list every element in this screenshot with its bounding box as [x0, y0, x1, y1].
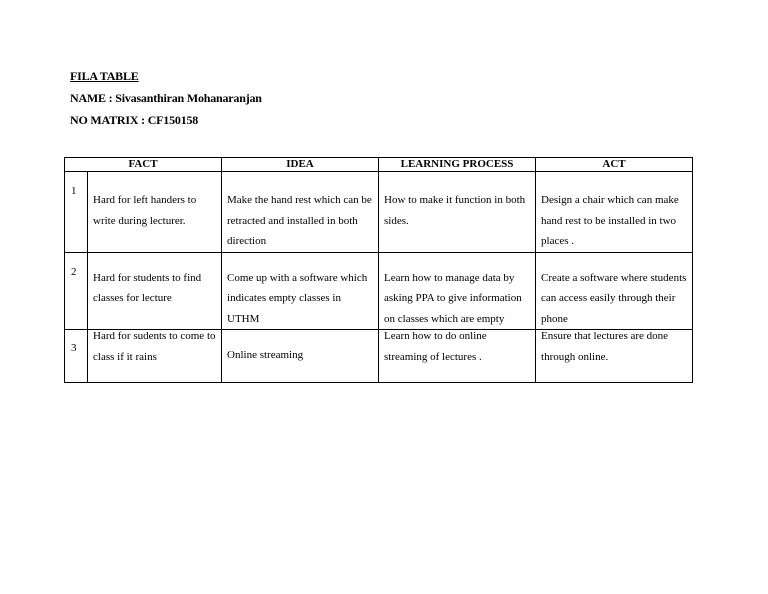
fact-cell — [88, 330, 222, 383]
idea-text: Come up with a software which indicates empty classes in UTHM — [227, 271, 368, 325]
row-number: 1 — [71, 185, 77, 197]
fila-table — [64, 157, 693, 383]
idea-cell — [222, 252, 379, 330]
act-cell — [536, 330, 693, 383]
learning-process-text: Learn how to do online streaming of lectures . — [384, 330, 487, 363]
row-number-cell — [65, 252, 88, 330]
column-header-idea: IDEA — [222, 158, 379, 172]
document-title: FILA TABLE — [70, 69, 139, 83]
fact-text: Hard for sudents to come to class if it rains — [93, 330, 216, 363]
table-row — [65, 172, 693, 253]
matrix-number: NO MATRIX : CF150158 — [70, 113, 199, 127]
fact-cell — [88, 252, 222, 330]
idea-cell — [222, 172, 379, 253]
column-header-fact: FACT — [65, 158, 222, 172]
row-number-cell — [65, 172, 88, 253]
learning-process-cell — [379, 172, 536, 253]
act-text: Design a chair which can make hand rest to be installed in two places . — [541, 194, 679, 247]
table-header-row — [65, 158, 693, 172]
act-cell — [536, 252, 693, 330]
row-number: 2 — [71, 265, 77, 278]
table-row — [65, 330, 693, 383]
act-text: Ensure that lectures are done through online. — [541, 330, 669, 363]
learning-process-text: How to make it function in both sides. — [384, 194, 526, 227]
student-name: NAME : Sivasanthiran Mohanaranjan — [70, 91, 262, 105]
act-cell — [536, 172, 693, 253]
row-number-cell — [65, 330, 88, 383]
column-header-act: ACT — [536, 158, 693, 172]
table-row — [65, 252, 693, 330]
idea-text: Online streaming — [227, 349, 304, 361]
learning-process-text: Learn how to manage data by asking PPA to give information on classes which are empty — [384, 271, 522, 325]
idea-cell — [222, 330, 379, 383]
act-text: Create a software where students can access easily through their phone — [541, 271, 687, 325]
fact-text: Hard for students to find classes for lecture — [93, 271, 202, 304]
idea-text: Make the hand rest which can be retracted and installed in both direction — [227, 194, 372, 247]
learning-process-cell — [379, 252, 536, 330]
learning-process-cell — [379, 330, 536, 383]
fact-text: Hard for left handers to write during lecturer. — [93, 194, 197, 227]
column-header-learning-process: LEARNING PROCESS — [379, 158, 536, 172]
row-number: 3 — [71, 342, 77, 354]
fact-cell — [88, 172, 222, 253]
